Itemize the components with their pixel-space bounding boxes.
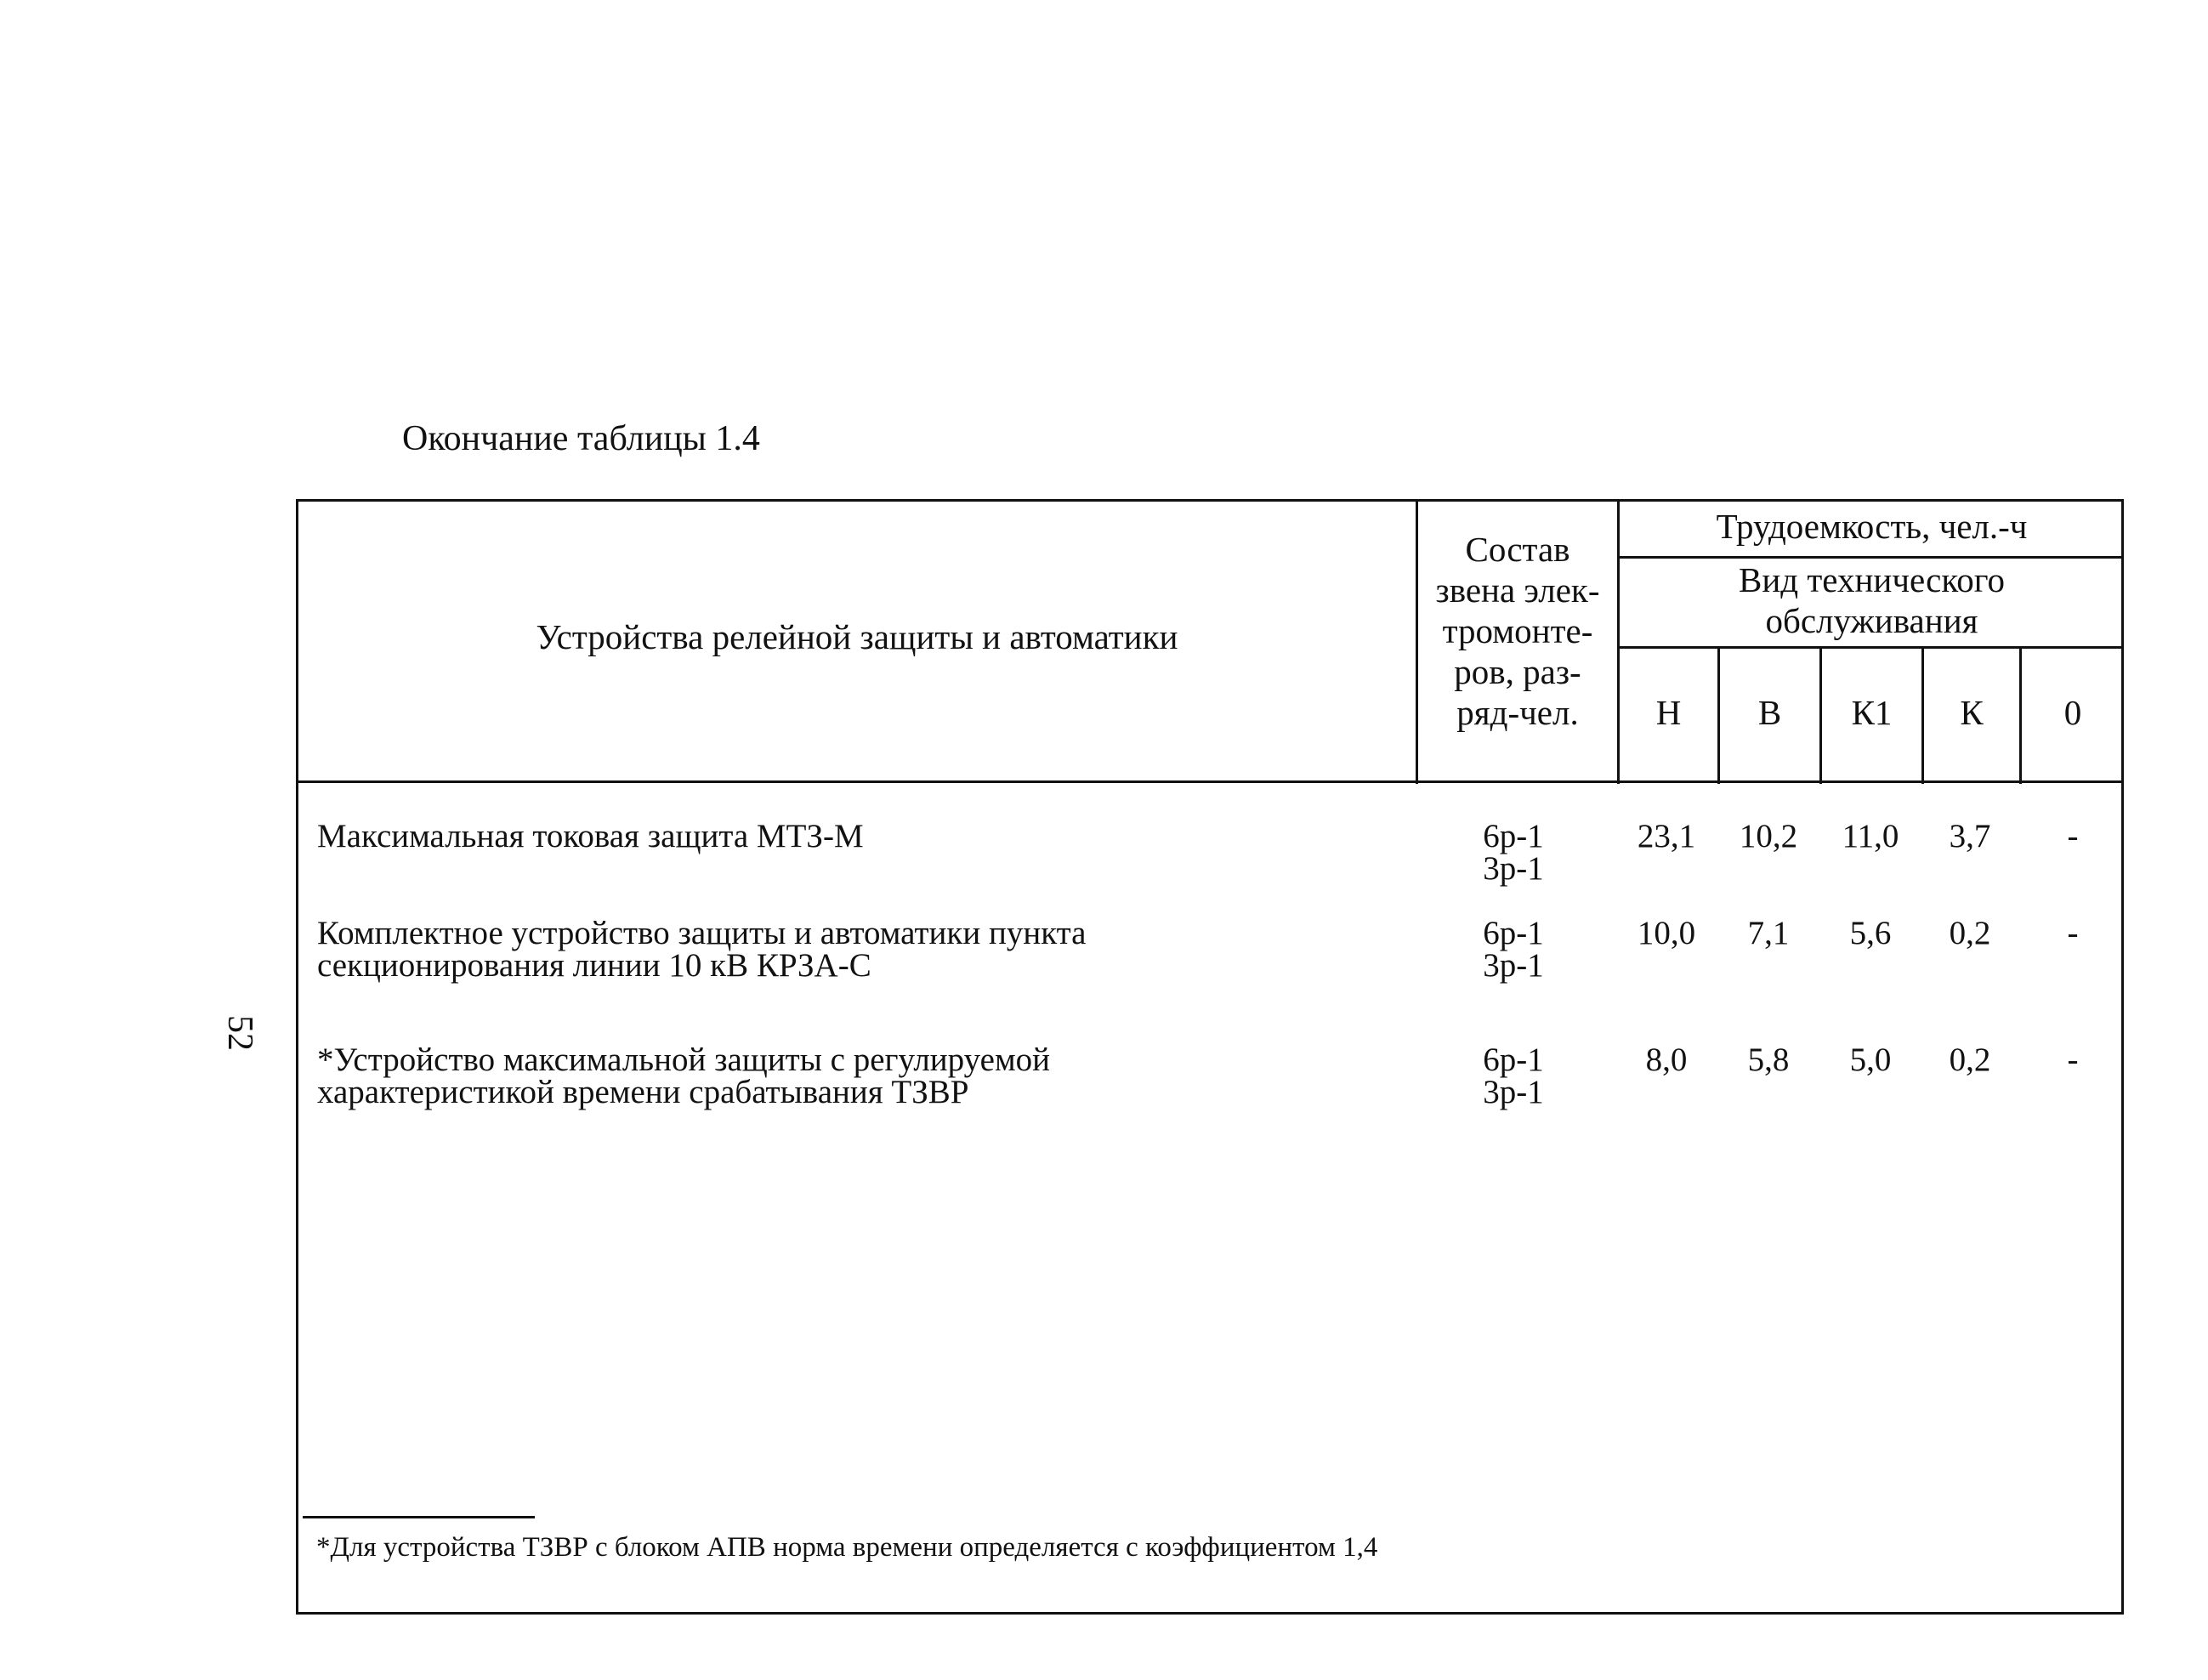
col-header-v: В [1757,693,1782,732]
value-k: 0,2 [1949,915,1991,951]
value-0: - [2067,915,2079,951]
col-header-n: Н [1655,693,1682,732]
value-0: - [2067,818,2079,854]
service-type-line: обслуживания [1765,601,1978,640]
table-row-device [317,820,864,853]
value-k: 0,2 [1949,1041,1991,1078]
col-header-0: 0 [2063,693,2082,732]
table-row-device [317,917,1086,982]
col-header-k1: К1 [1851,693,1893,732]
footnote: *Для устройства ТЗВР с блоком АПВ норма времени определяется с коэффициентом 1,4 [316,1532,1378,1563]
header-bottom-rule [296,780,2124,783]
crew-line: 6р-1 [1483,915,1544,951]
crew-column-header [1418,529,1617,733]
crew-header-line: ряд-чел. [1456,693,1579,732]
crew-line: 3р-1 [1483,850,1544,887]
value-k: 3,7 [1949,818,1991,854]
value-k1: 5,0 [1849,1041,1892,1078]
service-type-header [1620,559,2124,641]
divider-service-type [1617,646,2124,649]
footnote-rule [303,1516,535,1518]
divider-labor-title [1617,556,2124,559]
device-line: Комплектное устройство защиты и автоматики пункта [317,915,1087,951]
value-v: 5,8 [1747,1041,1790,1078]
device-line: секционирования линии 10 кВ КРЗА-С [317,947,871,984]
device-line: характеристикой времени срабатывания ТЗВР [317,1074,969,1110]
value-k1: 11,0 [1842,818,1899,854]
value-n: 8,0 [1645,1041,1688,1078]
value-k1: 5,6 [1849,915,1892,951]
device-line: Максимальная токовая защита МТЗ-М [317,818,864,854]
crew-header-line: ров, раз- [1454,652,1581,691]
labor-intensity-header: Трудоемкость, чел.-ч [1716,507,2028,546]
value-n: 10,0 [1637,915,1696,951]
crew-line: 6р-1 [1483,818,1544,854]
table-row-crew [1428,820,1598,885]
crew-line: 6р-1 [1483,1041,1544,1078]
table-row-crew [1428,917,1598,982]
value-v: 10,2 [1739,818,1798,854]
crew-header-line: Состав [1465,530,1570,569]
page-number: 52 [220,1015,259,1051]
crew-line: 3р-1 [1483,1074,1544,1110]
value-0: - [2067,1041,2079,1078]
crew-header-line: тромонте- [1442,611,1593,650]
table-row-crew [1428,1041,1598,1110]
crew-line: 3р-1 [1483,947,1544,984]
col-header-k: К [1960,693,1984,732]
value-v: 7,1 [1747,915,1790,951]
crew-header-line: звена элек- [1435,570,1600,610]
table-row-device [317,1041,1050,1110]
device-column-header: Устройства релейной защиты и автоматики [536,617,1178,656]
table-caption: Окончание таблицы 1.4 [402,419,760,458]
value-n: 23,1 [1637,818,1696,854]
device-line: *Устройство максимальной защиты с регулируемой [317,1041,1050,1078]
service-type-line: Вид технического [1738,560,2006,599]
